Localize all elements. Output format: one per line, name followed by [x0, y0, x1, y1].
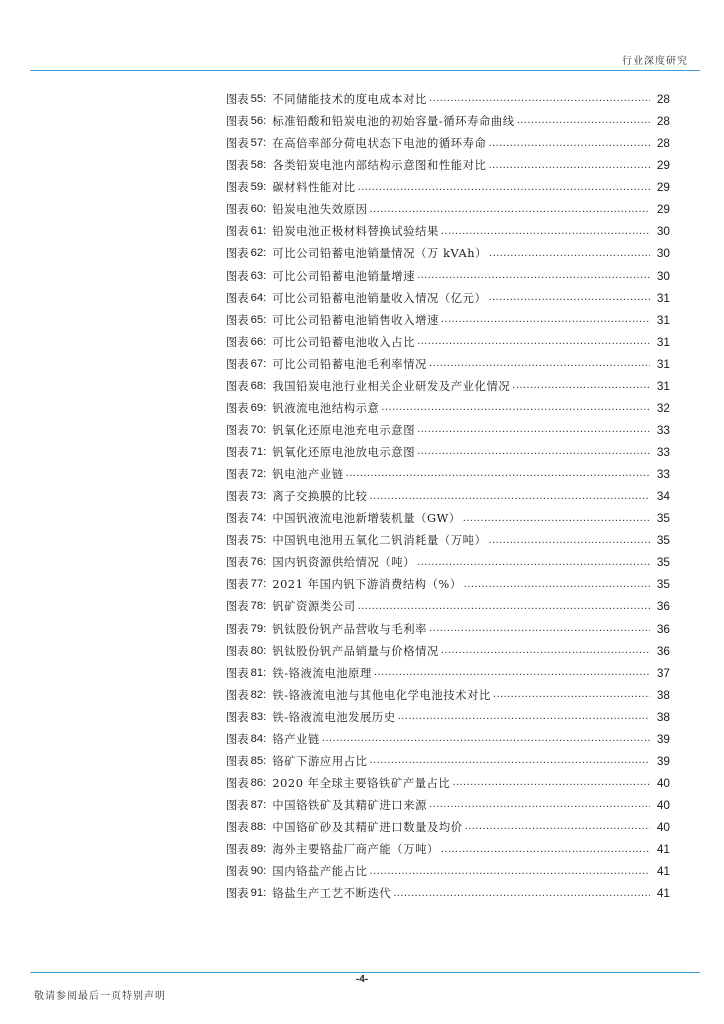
- toc-entry-number: 81:: [250, 666, 267, 679]
- toc-entry-page: 36: [656, 643, 670, 658]
- toc-entry[interactable]: [226, 706, 670, 728]
- toc-entry[interactable]: [226, 331, 670, 353]
- toc-entry-page: 31: [656, 356, 670, 371]
- toc-entry-title: 钒氧化还原电池充电示意图: [272, 423, 416, 437]
- toc-entry-page: 41: [656, 864, 670, 879]
- toc-entry[interactable]: [226, 750, 670, 772]
- toc-entry-page: 37: [656, 665, 670, 680]
- toc-entry-page: 39: [656, 731, 670, 746]
- toc-dot-leader: [441, 314, 650, 325]
- toc-entry-number: 70:: [250, 423, 267, 436]
- toc-dot-leader: [429, 623, 650, 634]
- toc-entry-number: 57:: [250, 137, 267, 150]
- toc-entry-page: 35: [656, 577, 670, 592]
- toc-entry-label: 图表: [226, 269, 249, 283]
- toc-entry-number: 60:: [250, 203, 267, 216]
- toc-dot-leader: [370, 755, 650, 766]
- toc-entry-page: 35: [656, 555, 670, 570]
- toc-entry-number: 55:: [250, 93, 267, 106]
- toc-entry-page: 30: [656, 224, 670, 239]
- toc-entry-number: 66:: [250, 335, 267, 348]
- toc-entry-title: 可比公司铅蓄电池销量收入情况（亿元）: [272, 291, 487, 305]
- toc-dot-leader: [374, 667, 650, 678]
- toc-entry[interactable]: [226, 507, 670, 529]
- toc-entry[interactable]: [226, 265, 670, 287]
- toc-entry-label: 图表: [226, 600, 249, 614]
- toc-entry-page: 30: [656, 268, 670, 283]
- toc-dot-leader: [493, 689, 650, 700]
- header-label: 行业深度研究: [622, 56, 688, 67]
- toc-dot-leader: [429, 93, 650, 104]
- toc-entry-page: 40: [656, 775, 670, 790]
- toc-entry[interactable]: [226, 595, 670, 617]
- toc-entry-page: 31: [656, 290, 670, 305]
- toc-dot-leader: [488, 138, 650, 149]
- toc-entry-label: 图表: [226, 93, 249, 107]
- toc-entry-number: 73:: [250, 490, 267, 503]
- toc-dot-leader: [464, 579, 650, 590]
- toc-dot-leader: [322, 733, 650, 744]
- toc-dot-leader: [346, 468, 650, 479]
- toc-entry-label: 图表: [226, 203, 249, 217]
- toc-entry-number: 90:: [250, 865, 267, 878]
- toc-entry-title: 中国钒液流电池新增装机量（GW）: [272, 512, 461, 526]
- footer-disclaimer: 敬请参阅最后一页特别声明: [34, 991, 166, 1002]
- toc-entry-label: 图表: [226, 313, 249, 327]
- toc-entry-title: 中国铬铁矿及其精矿进口来源: [272, 799, 427, 813]
- toc-entry-number: 64:: [250, 291, 267, 304]
- toc-entry-label: 图表: [226, 865, 249, 879]
- toc-entry-label: 图表: [226, 710, 249, 724]
- toc-entry-title: 可比公司铅蓄电池收入占比: [272, 335, 416, 349]
- toc-entry-page: 35: [656, 533, 670, 548]
- toc-entry-page: 28: [656, 114, 670, 129]
- toc-entry[interactable]: [226, 220, 670, 242]
- toc-entry-label: 图表: [226, 644, 249, 658]
- toc-entry-title: 钒液流电池结构示意: [272, 401, 380, 415]
- toc-dot-leader: [398, 711, 650, 722]
- toc-dot-leader: [417, 336, 650, 347]
- toc-entry[interactable]: [226, 88, 670, 110]
- toc-entry-number: 59:: [250, 181, 267, 194]
- toc-entry-number: 83:: [250, 710, 267, 723]
- toc-dot-leader: [417, 446, 650, 457]
- toc-dot-leader: [370, 491, 650, 502]
- toc-entry-title: 不同储能技术的度电成本对比: [272, 93, 427, 107]
- toc-dot-leader: [381, 402, 650, 413]
- toc-entry-number: 77:: [250, 578, 267, 591]
- toc-entry[interactable]: [226, 198, 670, 220]
- toc-entry-label: 图表: [226, 776, 249, 790]
- toc-entry-label: 图表: [226, 379, 249, 393]
- toc-entry[interactable]: [226, 728, 670, 750]
- toc-entry-page: 29: [656, 158, 670, 173]
- toc-entry-number: 75:: [250, 534, 267, 547]
- toc-entry-label: 图表: [226, 799, 249, 813]
- toc-dot-leader: [370, 866, 650, 877]
- toc-entry-number: 87:: [250, 799, 267, 812]
- toc-entry-title: 铅炭电池失效原因: [272, 203, 368, 217]
- toc-entry-label: 图表: [226, 247, 249, 261]
- header-divider: [30, 70, 700, 71]
- toc-dot-leader: [417, 270, 650, 281]
- toc-entry[interactable]: [226, 242, 670, 264]
- toc-entry-label: 图表: [226, 357, 249, 371]
- toc-entry-label: 图表: [226, 446, 249, 460]
- toc-entry[interactable]: [226, 154, 670, 176]
- toc-entry-page: 41: [656, 842, 670, 857]
- toc-dot-leader: [517, 115, 650, 126]
- toc-entry-page: 31: [656, 334, 670, 349]
- toc-entry-label: 图表: [226, 688, 249, 702]
- toc-dot-leader: [393, 888, 650, 899]
- toc-entry-title: 2020 年全球主要铬铁矿产量占比: [272, 776, 451, 790]
- toc-entry-title: 铬盐生产工艺不断迭代: [272, 887, 392, 901]
- toc-entry[interactable]: [226, 132, 670, 154]
- toc-entry[interactable]: [226, 441, 670, 463]
- toc-entry-page: 41: [656, 886, 670, 901]
- toc-entry-number: 71:: [250, 446, 267, 459]
- toc-entry-number: 79:: [250, 622, 267, 635]
- toc-entry[interactable]: [226, 375, 670, 397]
- toc-entry-number: 78:: [250, 600, 267, 613]
- toc-entry-label: 图表: [226, 843, 249, 857]
- toc-entry-number: 56:: [250, 115, 267, 128]
- toc-entry-title: 铁-铬液流电池发展历史: [272, 710, 396, 724]
- toc-entry[interactable]: [226, 684, 670, 706]
- toc-entry-number: 67:: [250, 357, 267, 370]
- toc-entry[interactable]: [226, 397, 670, 419]
- toc-entry-page: 34: [656, 489, 670, 504]
- toc-entry-title: 可比公司铅蓄电池销量增速: [272, 269, 416, 283]
- toc-dot-leader: [429, 799, 650, 810]
- toc-entry-label: 图表: [226, 159, 249, 173]
- toc-entry-page: 28: [656, 136, 670, 151]
- toc-entry-number: 85:: [250, 754, 267, 767]
- toc-dot-leader: [463, 513, 650, 524]
- toc-entry-number: 72:: [250, 468, 267, 481]
- toc-dot-leader: [358, 601, 650, 612]
- toc-entry[interactable]: [226, 551, 670, 573]
- toc-dot-leader: [488, 535, 650, 546]
- toc-dot-leader: [488, 160, 650, 171]
- toc-entry[interactable]: [226, 110, 670, 132]
- toc-entry-label: 图表: [226, 401, 249, 415]
- toc-entry-label: 图表: [226, 732, 249, 746]
- toc-entry[interactable]: [226, 882, 670, 904]
- toc-entry-title: 可比公司铅蓄电池销量情况（万 kVAh）: [272, 247, 488, 261]
- toc-entry[interactable]: [226, 287, 670, 309]
- toc-entry-number: 62:: [250, 247, 267, 260]
- toc-entry-title: 钒矿资源类公司: [272, 600, 356, 614]
- toc-entry-label: 图表: [226, 534, 249, 548]
- toc-entry-page: 36: [656, 621, 670, 636]
- toc-entry-title: 碳材料性能对比: [272, 181, 356, 195]
- toc-dot-leader: [441, 645, 650, 656]
- toc-entry[interactable]: [226, 573, 670, 595]
- toc-entry-title: 铁-铬液流电池原理: [272, 666, 372, 680]
- toc-entry-title: 在高倍率部分荷电状态下电池的循环寿命: [272, 137, 487, 151]
- toc-dot-leader: [452, 777, 650, 788]
- toc-entry-title: 海外主要铬盐厂商产能（万吨）: [272, 843, 439, 857]
- toc-entry-number: 76:: [250, 556, 267, 569]
- toc-entry-page: 38: [656, 687, 670, 702]
- toc-entry[interactable]: [226, 838, 670, 860]
- toc-entry-label: 图表: [226, 578, 249, 592]
- toc-entry-page: 32: [656, 400, 670, 415]
- toc-entry-label: 图表: [226, 115, 249, 129]
- toc-entry[interactable]: [226, 794, 670, 816]
- toc-entry-number: 84:: [250, 732, 267, 745]
- toc-entry-title: 国内铬盐产能占比: [272, 865, 368, 879]
- toc-entry-title: 可比公司铅蓄电池毛利率情况: [272, 357, 427, 371]
- toc-entry-label: 图表: [226, 181, 249, 195]
- toc-entry-label: 图表: [226, 622, 249, 636]
- toc-entry-page: 38: [656, 709, 670, 724]
- toc-entry-label: 图表: [226, 556, 249, 570]
- toc-entry-number: 80:: [250, 644, 267, 657]
- toc-dot-leader: [441, 226, 650, 237]
- toc-entry-number: 61:: [250, 225, 267, 238]
- toc-entry-label: 图表: [226, 468, 249, 482]
- toc-entry-label: 图表: [226, 291, 249, 305]
- figure-index-list: [226, 88, 670, 904]
- page-number: -4-: [355, 974, 369, 985]
- toc-entry-page: 30: [656, 246, 670, 261]
- toc-entry-label: 图表: [226, 423, 249, 437]
- toc-entry[interactable]: [226, 640, 670, 662]
- toc-dot-leader: [429, 358, 650, 369]
- toc-entry-label: 图表: [226, 887, 249, 901]
- toc-entry-page: 40: [656, 798, 670, 813]
- toc-entry[interactable]: [226, 485, 670, 507]
- toc-entry-title: 铁-铬液流电池与其他电化学电池技术对比: [272, 688, 491, 702]
- toc-entry-page: 29: [656, 180, 670, 195]
- toc-entry-label: 图表: [226, 666, 249, 680]
- toc-entry-title: 各类铅炭电池内部结构示意图和性能对比: [272, 159, 487, 173]
- toc-entry-number: 91:: [250, 887, 267, 900]
- toc-entry-number: 86:: [250, 776, 267, 789]
- toc-dot-leader: [441, 844, 650, 855]
- toc-entry[interactable]: [226, 816, 670, 838]
- toc-entry-title: 2021 年国内钒下游消费结构（%）: [272, 578, 462, 592]
- toc-dot-leader: [370, 204, 650, 215]
- toc-entry-label: 图表: [226, 137, 249, 151]
- toc-dot-leader: [489, 248, 650, 259]
- toc-entry-number: 88:: [250, 821, 267, 834]
- toc-entry-number: 74:: [250, 512, 267, 525]
- toc-entry-title: 铬产业链: [272, 732, 320, 746]
- toc-entry-page: 29: [656, 202, 670, 217]
- toc-entry-title: 国内钒资源供给情况（吨）: [272, 556, 416, 570]
- toc-entry-page: 35: [656, 511, 670, 526]
- toc-entry-number: 82:: [250, 688, 267, 701]
- toc-entry-page: 31: [656, 312, 670, 327]
- toc-entry-label: 图表: [226, 335, 249, 349]
- toc-entry-title: 钒钛股份钒产品营收与毛利率: [272, 622, 427, 636]
- toc-entry-title: 中国铬矿砂及其精矿进口数量及均价: [272, 821, 463, 835]
- toc-entry-number: 69:: [250, 401, 267, 414]
- toc-entry-number: 89:: [250, 843, 267, 856]
- toc-dot-leader: [358, 182, 650, 193]
- toc-entry-page: 39: [656, 753, 670, 768]
- toc-entry-number: 58:: [250, 159, 267, 172]
- toc-entry[interactable]: [226, 772, 670, 794]
- toc-entry[interactable]: [226, 176, 670, 198]
- footer-divider: [30, 972, 700, 973]
- toc-entry-title: 铬矿下游应用占比: [272, 754, 368, 768]
- toc-entry-page: 28: [656, 92, 670, 107]
- toc-entry[interactable]: [226, 419, 670, 441]
- toc-entry[interactable]: [226, 463, 670, 485]
- toc-dot-leader: [465, 821, 650, 832]
- toc-entry-label: 图表: [226, 754, 249, 768]
- toc-entry[interactable]: [226, 529, 670, 551]
- toc-entry-title: 可比公司铅蓄电池销售收入增速: [272, 313, 439, 327]
- toc-entry-title: 钒电池产业链: [272, 468, 344, 482]
- toc-entry-label: 图表: [226, 225, 249, 239]
- toc-entry-page: 33: [656, 467, 670, 482]
- toc-entry-label: 图表: [226, 490, 249, 504]
- toc-entry-title: 离子交换膜的比较: [272, 490, 368, 504]
- toc-entry-title: 标准铅酸和铅炭电池的初始容量-循环寿命曲线: [272, 115, 515, 129]
- toc-entry-page: 33: [656, 445, 670, 460]
- toc-entry-title: 钒氧化还原电池放电示意图: [272, 446, 416, 460]
- toc-entry-number: 63:: [250, 269, 267, 282]
- toc-entry-label: 图表: [226, 512, 249, 526]
- toc-dot-leader: [417, 557, 650, 568]
- toc-entry-number: 68:: [250, 379, 267, 392]
- toc-entry-number: 65:: [250, 313, 267, 326]
- toc-dot-leader: [488, 292, 650, 303]
- toc-entry[interactable]: [226, 353, 670, 375]
- toc-entry-page: 31: [656, 378, 670, 393]
- toc-entry[interactable]: [226, 309, 670, 331]
- toc-entry-title: 中国钒电池用五氧化二钒消耗量（万吨）: [272, 534, 487, 548]
- toc-entry-page: 40: [656, 820, 670, 835]
- toc-entry-page: 33: [656, 422, 670, 437]
- toc-entry-title: 钒钛股份钒产品销量与价格情况: [272, 644, 439, 658]
- toc-entry-title: 铅炭电池正极材料替换试验结果: [272, 225, 439, 239]
- toc-entry-label: 图表: [226, 821, 249, 835]
- toc-entry[interactable]: [226, 860, 670, 882]
- toc-entry-page: 36: [656, 599, 670, 614]
- toc-entry[interactable]: [226, 662, 670, 684]
- toc-dot-leader: [512, 380, 650, 391]
- toc-entry[interactable]: [226, 618, 670, 640]
- toc-entry-title: 我国铅炭电池行业相关企业研发及产业化情况: [272, 379, 511, 393]
- toc-dot-leader: [417, 424, 650, 435]
